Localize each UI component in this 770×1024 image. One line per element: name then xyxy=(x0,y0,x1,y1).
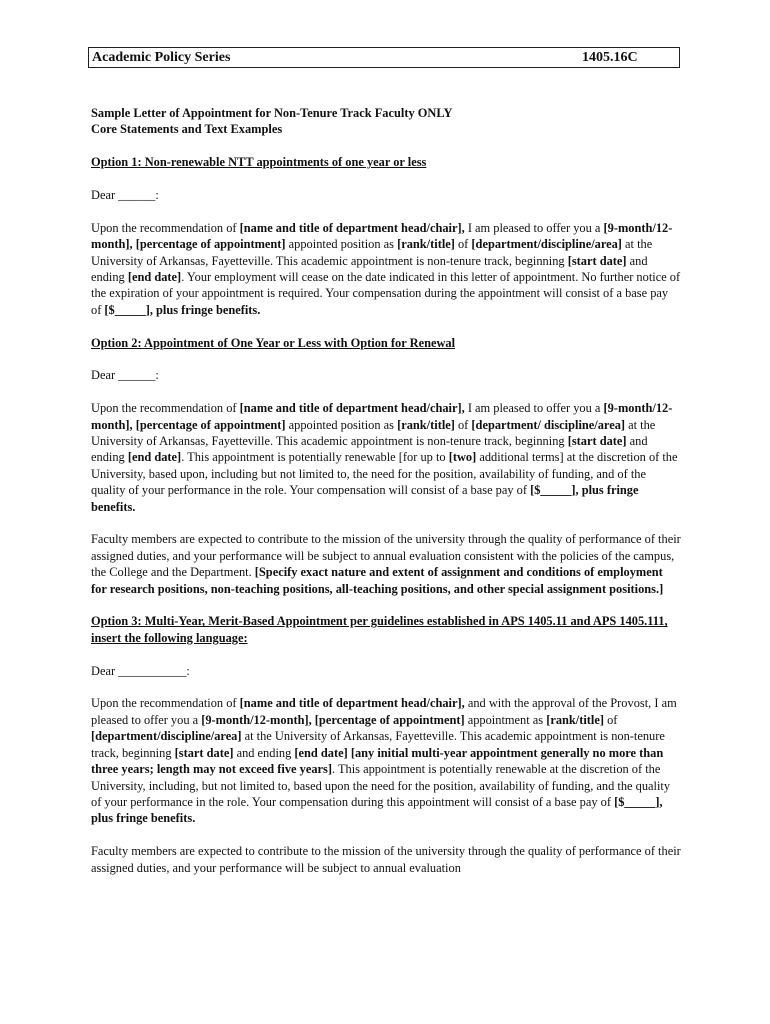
title-line-1: Sample Letter of Appointment for Non-Tenure Track Faculty ONLY xyxy=(91,106,453,120)
body-text: of xyxy=(454,237,472,252)
placeholder-text: [9-month/12-month], [percentage of appointment] xyxy=(91,401,673,432)
policy-number: 1405.16C xyxy=(582,50,638,65)
body-text: additional terms] at the discretion of the University, based upon, including but not limited to, the need for the position, availability of funding, and of the quality of your performance in the role. Your compensation will consist of a base pay of xyxy=(91,450,678,498)
body-text: and ending xyxy=(91,253,648,285)
placeholder-text: [department/discipline/area] xyxy=(91,729,242,744)
placeholder-text: [end date] xyxy=(127,450,182,465)
option2-paragraph-1 xyxy=(91,400,681,515)
body-text: . This appointment is potentially renewable at the discretion of the University, including, but not limited to, based upon the need for the position, availability of funding, and the quality of your performance in the role. Your compensation during this appointment will consist of a base pay of xyxy=(91,762,671,809)
body-text: at the University of Arkansas, Fayetteville. This academic appointment is non-tenure track, beginning xyxy=(91,729,665,760)
document-body xyxy=(91,105,681,892)
option3-paragraph-1 xyxy=(91,695,681,826)
placeholder-text: [Specify exact nature and extent of assignment and conditions of employment for research positions, non-teaching positions, all-teaching positions, and other special assignment positions.] xyxy=(91,565,664,596)
policy-series-label: Academic Policy Series xyxy=(92,50,231,65)
body-text: Upon the recommendation of xyxy=(91,696,240,711)
body-text: and ending xyxy=(91,434,648,465)
placeholder-text: [$_____], plus fringe benefits. xyxy=(91,794,663,826)
option3-salutation: Dear ___________: xyxy=(91,663,190,678)
placeholder-text: [end date] xyxy=(127,270,182,285)
document-header xyxy=(88,47,680,68)
body-text: of xyxy=(604,712,618,727)
body-text: . Your employment will cease on the date indicated in this letter of appointment. No further notice of the expiration of your appointment is required. Your compensation during the appointment will consist of a base pay of xyxy=(91,270,681,317)
placeholder-text: [rank/title] xyxy=(546,712,604,727)
body-text: appointed position as xyxy=(285,237,398,252)
placeholder-text: [department/discipline/area] xyxy=(471,237,622,252)
body-text: Faculty members are expected to contribute to the mission of the university through the quality of performance of their assigned duties, and your performance will be subject to annual evaluation consistent with the policies of the campus, the College and the Department. xyxy=(91,532,681,580)
body-text: of xyxy=(454,417,472,432)
placeholder-text: [start date] xyxy=(567,434,627,449)
option2-paragraph-2 xyxy=(91,531,681,597)
option3-paragraph-2 xyxy=(91,843,681,876)
body-text: Faculty members are expected to contribute to the mission of the university through the quality of performance of their assigned duties, and your performance will be subject to annual evaluation xyxy=(91,844,681,875)
document-title xyxy=(91,105,681,138)
body-text: Upon the recommendation of xyxy=(91,220,240,235)
body-text: appointment as xyxy=(464,712,547,727)
body-text: . This appointment is potentially renewable [for up to xyxy=(181,450,449,465)
placeholder-text: [rank/title] xyxy=(397,417,455,432)
body-text: and ending xyxy=(233,745,295,760)
placeholder-text: [start date] xyxy=(567,253,627,268)
placeholder-text: [$_____], plus fringe benefits. xyxy=(104,302,261,317)
body-text: I am pleased to offer you a xyxy=(464,401,604,416)
option1-heading: Option 1: Non-renewable NTT appointments of one year or less xyxy=(91,155,427,170)
placeholder-text: [9-month/12-month], [percentage of appointment] xyxy=(91,220,673,252)
body-text: Upon the recommendation of xyxy=(91,401,240,416)
placeholder-text: [9-month/12-month], [percentage of appointment] xyxy=(201,712,465,727)
placeholder-text: [name and title of department head/chair], xyxy=(239,220,465,235)
placeholder-text: [rank/title] xyxy=(397,237,455,252)
body-text: I am pleased to offer you a xyxy=(464,220,604,235)
placeholder-text: [name and title of department head/chair], xyxy=(239,696,465,711)
title-line-2: Core Statements and Text Examples xyxy=(91,122,283,137)
placeholder-text: [start date] xyxy=(174,745,234,760)
placeholder-text: [department/ discipline/area] xyxy=(471,417,626,432)
option2-salutation: Dear ______: xyxy=(91,368,159,383)
placeholder-text: [$_____], plus fringe benefits. xyxy=(91,483,639,514)
body-text: at the University of Arkansas, Fayetteville. This academic appointment is non-tenure track, beginning xyxy=(91,417,656,449)
body-text: and with the approval of the Provost, I am pleased to offer you a xyxy=(91,696,677,727)
placeholder-text: [end date] [any initial multi-year appointment generally no more than three years; length may not exceed five years] xyxy=(91,745,664,777)
option1-paragraph xyxy=(91,220,681,318)
option3-heading: Option 3: Multi-Year, Merit-Based Appointment per guidelines established in APS 1405.11 and APS 1405.111, insert the following language: xyxy=(91,614,668,645)
body-text: at the University of Arkansas, Fayetteville. This academic appointment is non-tenure track, beginning xyxy=(91,237,653,268)
body-text: appointed position as xyxy=(285,417,398,432)
placeholder-text: [two] xyxy=(448,450,477,465)
option1-salutation: Dear ______: xyxy=(91,188,159,202)
option2-heading: Option 2: Appointment of One Year or Less with Option for Renewal xyxy=(91,335,456,350)
placeholder-text: [name and title of department head/chair], xyxy=(239,401,465,416)
